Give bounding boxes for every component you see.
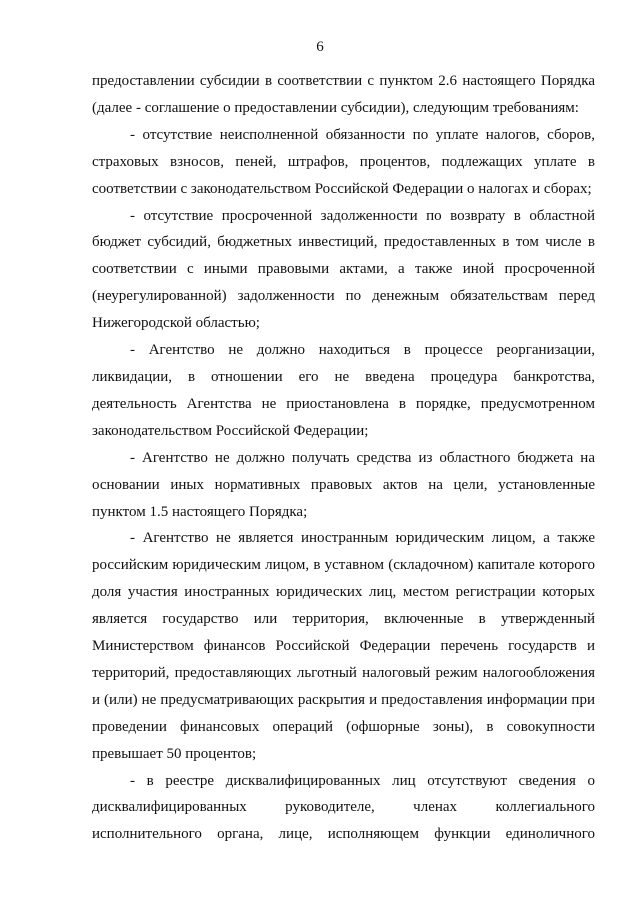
paragraph-requirement-foreign-entity: - Агентство не является иностранным юридическим лицом, а также российским юридическим лицом, в уставном (складочном) капитале которого доля участия иностранных юридических лиц, местом регистрации которых является государство или территория, включенные в утвержденный Министерством финансов Российской Федерации перечень государств и территорий, предоставляющих льготный налоговый режим налогообложения и (или) не предусматривающих раскрытия и предоставления информации при проведении финансовых операций (офшорные зоны), в совокупности превышает 50 процентов; bbox=[92, 530, 595, 762]
page-number: 6 bbox=[316, 39, 324, 55]
paragraph-requirement-taxes: - отсутствие неисполненной обязанности по уплате налогов, сборов, страховых взносов, пеней, штрафов, процентов, подлежащих уплате в соответствии с законодательством Российской Федерации о налогах и сборах; bbox=[92, 126, 595, 197]
paragraph-requirement-overdue-debt: - отсутствие просроченной задолженности по возврату в областной бюджет субсидий, бюджетных инвестиций, предоставленных в том числе в соответствии с иными правовыми актами, а также иной просроченной (неурегулированной) задолженности по денежным обязательствам перед Нижегородской областью; bbox=[92, 207, 595, 332]
paragraph-requirement-disqualified-persons: - в реестре дисквалифицированных лиц отсутствуют сведения о дисквалифицированных руководителе, членах коллегиального исполнительного органа, лице, исполняющем функции единоличного bbox=[92, 772, 595, 843]
paragraph-requirement-other-funding: - Агентство не должно получать средства из областного бюджета на основании иных нормативных правовых актов на цели, установленные пунктом 1.5 настоящего Порядка; bbox=[92, 449, 595, 520]
document-body bbox=[92, 68, 595, 848]
paragraph-intro-continuation: предоставлении субсидии в соответствии с пунктом 2.6 настоящего Порядка (далее - соглашение о предоставлении субсидии), следующим требованиям: bbox=[92, 73, 595, 116]
paragraph-requirement-reorganization: - Агентство не должно находиться в процессе реорганизации, ликвидации, в отношении его не введена процедура банкротства, деятельность Агентства не приостановлена в порядке, предусмотренном законодательством Российской Федерации; bbox=[92, 342, 595, 439]
